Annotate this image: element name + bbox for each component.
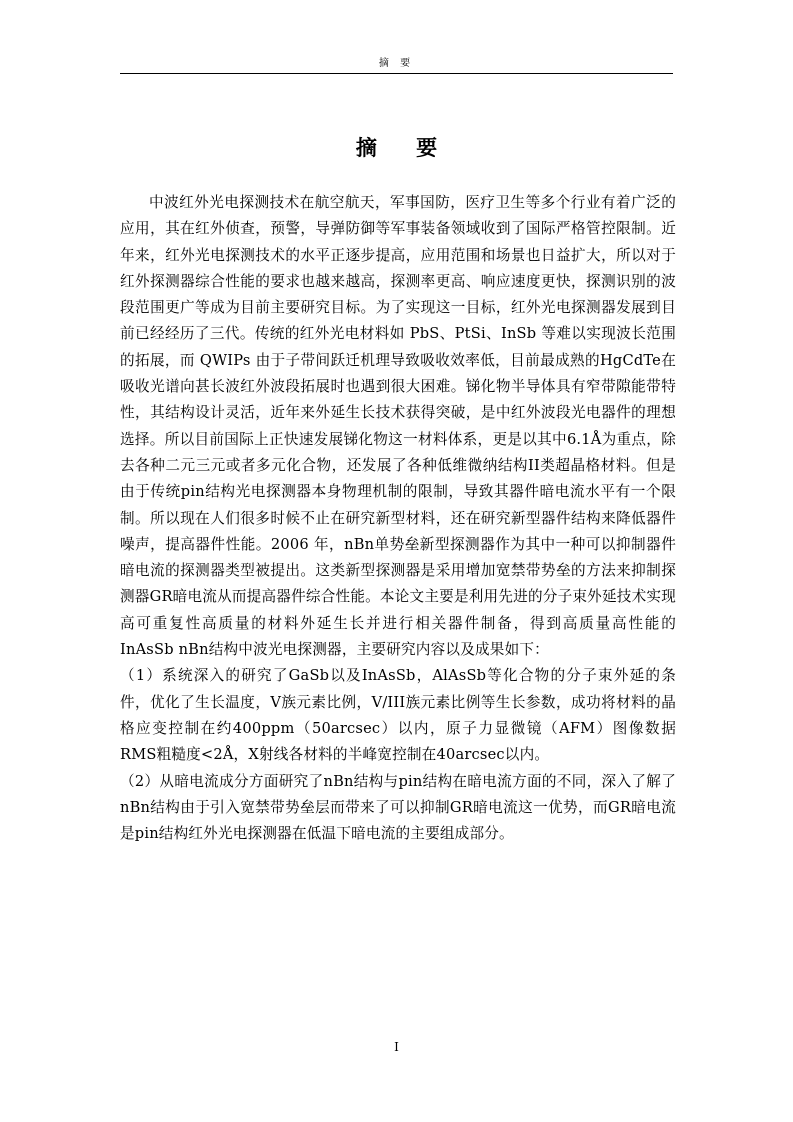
running-header: 摘 要 [378,58,415,69]
abstract-paragraph-intro: 中波红外光电探测技术在航空航天，军事国防，医疗卫生等多个行业有着广泛的应用，其在红外侦查，预警，导弹防御等军事装备领域收到了国际严格管控限制。近年来，红外光电探测技术的水平正逐步提高，应用范围和场景也日益扩大，所以对于红外探测器综合性能的要求也越来越高，探测率更高、响应速度更快，探测识别的波段范围更广等成为目前主要研究目标。为了实现这一目标，红外光电探测器发展到目前已经经历了三代。传统的红外光电材料如 PbS、PtSi、InSb 等难以实现波长范围的拓展，而 QWIPs 由于子带间跃迁机理导致吸收效率低，目前最成熟的HgCdTe在吸收光谱向甚长波红外波段拓展时也遇到很大困难。锑化物半导体具有窄带隙能带特性，其结构设计灵活，近年来外延生长技术获得突破，是中红外波段光电器件的理想选择。所以目前国际上正快速发展锑化物这一材料体系，更是以其中6.1Å为重点，除去各种二元三元或者多元化合物，还发展了各种低维微纳结构II类超晶格材料。但是由于传统pin结构光电探测器本身物理机制的限制，导致其器件暗电流水平有一个限制。所以现在人们很多时候不止在研究新型材料，还在研究新型器件结构来降低器件噪声，提高器件性能。2006 年，nBn单势垒新型探测器作为其中一种可以抑制器件暗电流的探测器类型被提出。这类新型探测器是采用增加宽禁带势垒的方法来抑制探测器GR暗电流从而提高器件综合性能。本论文主要是利用先进的分子束外延技术实现高可重复性高质量的材料外延生长并进行相关器件制备，得到高质量高性能的InAsSb nBn结构中波光电探测器，主要研究内容以及成果如下： [120,194,676,659]
abstract-paragraph-result-2: （2）从暗电流成分方面研究了nBn结构与pin结构在暗电流方面的不同，深入了解了nBn结构由于引入宽禁带势垒层而带来了可以抑制GR暗电流这一优势，而GR暗电流是pin结构红外光电探测器在低温下暗电流的主要组成部分。 [120,772,676,843]
header-rule [120,73,673,74]
abstract-paragraph-result-1: （1）系统深入的研究了GaSb以及InAsSb，AlAsSb等化合物的分子束外延的条件，优化了生长温度，V族元素比例，V/III族元素比例等生长参数，成功将材料的晶格应变控制在约400ppm（50arcsec）以内，原子力显微镜（AFM）图像数据RMS粗糙度<2Å，X射线各材料的半峰宽控制在40arcsec以内。 [120,667,676,764]
abstract-body [120,190,676,847]
page-title: 摘 要 [355,135,454,160]
page-number: I [394,1040,399,1054]
